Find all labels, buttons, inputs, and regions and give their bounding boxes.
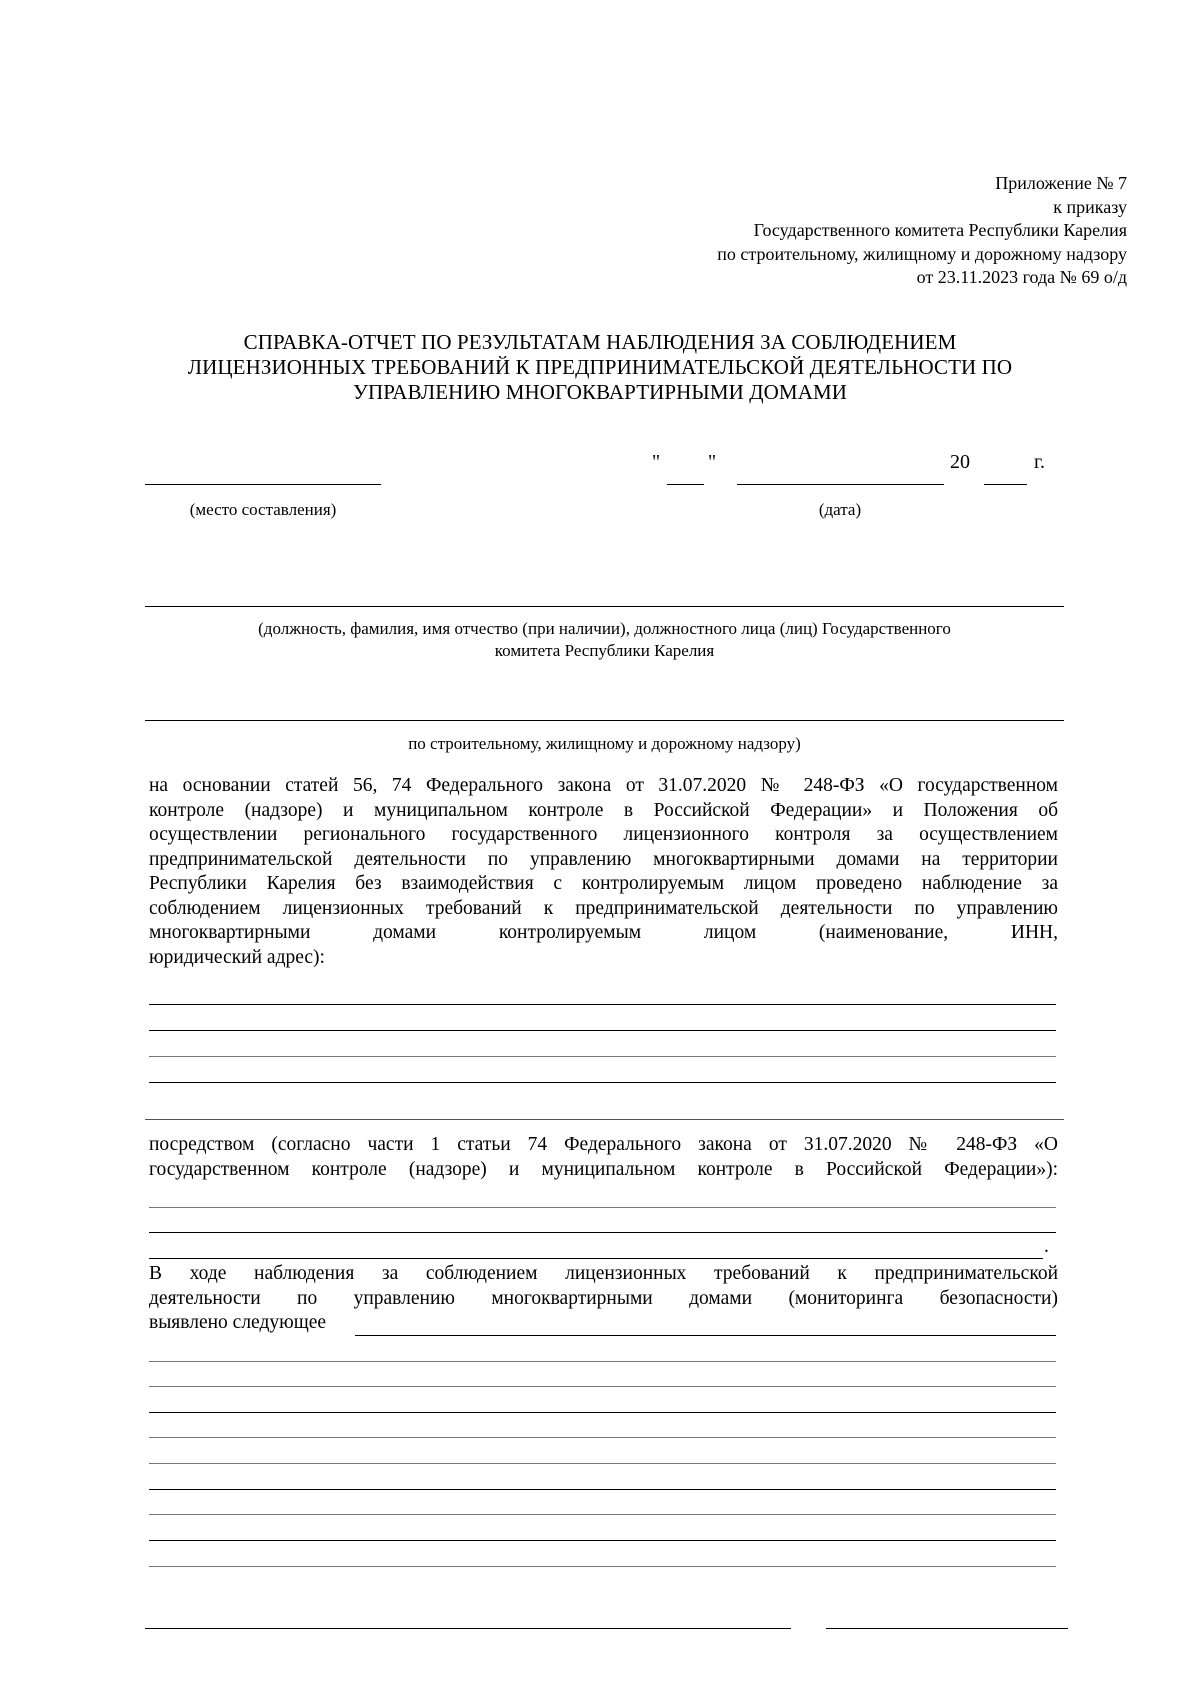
basis-paragraph: [149, 774, 1058, 970]
quote-open: ": [652, 451, 661, 473]
paragraph-line: В ходе наблюдения за соблюдением лицензионных требований к предпринимательской: [149, 1263, 1058, 1284]
paragraph-line: предпринимательской деятельности по управлению многоквартирными домами на территории: [149, 848, 1058, 870]
official-field-line[interactable]: [145, 606, 1064, 607]
means-paragraph: [149, 1133, 1058, 1182]
official-field-line-2[interactable]: [145, 720, 1064, 721]
committee-name: Государственного комитета Республики Карелия: [753, 220, 1127, 240]
findings-line-1[interactable]: [149, 1361, 1056, 1362]
findings-line-6[interactable]: [149, 1489, 1056, 1490]
official-caption-line-3: по строительному, жилищному и дорожному надзору): [408, 734, 801, 753]
controlled-person-line-4[interactable]: [149, 1082, 1056, 1083]
findings-line-7[interactable]: [149, 1514, 1056, 1515]
means-line-3[interactable]: [149, 1258, 1043, 1259]
year-suffix: г.: [1034, 451, 1045, 473]
paragraph-line: деятельности по управлению многоквартирными домами (мониторинга безопасности): [149, 1287, 1058, 1309]
paragraph-line: соблюдением лицензионных требований к предпринимательской деятельности по управлению: [149, 897, 1058, 919]
means-line-1[interactable]: [149, 1207, 1056, 1208]
order-date: от 23.11.2023 года № 69 о/д: [916, 267, 1127, 287]
paragraph-line: многоквартирными домами контролируемым лицом (наименование, ИНН,: [149, 922, 1058, 943]
controlled-person-line-2[interactable]: [149, 1030, 1056, 1031]
findings-line-9[interactable]: [149, 1566, 1056, 1567]
quote-close: ": [708, 451, 717, 473]
day-field-line[interactable]: [667, 484, 704, 485]
controlled-person-line-3[interactable]: [149, 1056, 1056, 1057]
year-field-line[interactable]: [984, 484, 1027, 485]
appendix-header: [717, 172, 1127, 290]
paragraph-line: осуществлении регионального государственного лицензионного контроля за осуществлением: [149, 824, 1058, 845]
findings-line-2[interactable]: [149, 1386, 1056, 1387]
official-caption: [145, 618, 1064, 662]
place-field-line[interactable]: [145, 484, 381, 485]
paragraph-line: контроле (надзоре) и муниципальном контроле в Российской Федерации» и Положения об: [149, 799, 1058, 821]
order-reference: к приказу: [1053, 196, 1127, 217]
title-line-3: УПРАВЛЕНИЮ МНОГОКВАРТИРНЫМИ ДОМАМИ: [352, 380, 848, 404]
place-caption: (место составления): [189, 500, 337, 519]
signatory-position-line[interactable]: [145, 1628, 791, 1629]
document-title: [0, 330, 1200, 405]
means-end-mark: .: [1044, 1236, 1049, 1257]
findings-line-8[interactable]: [149, 1540, 1056, 1541]
year-prefix: 20: [950, 451, 970, 473]
findings-inline-line[interactable]: [355, 1335, 1056, 1336]
controlled-person-line-1[interactable]: [149, 1004, 1056, 1005]
findings-line-3[interactable]: [149, 1412, 1056, 1413]
findings-line-4[interactable]: [149, 1437, 1056, 1438]
official-caption-line-1: (должность, фамилия, имя отчество (при наличии), должностного лица (лиц) Государственного: [258, 619, 951, 638]
controlled-person-line-5[interactable]: [145, 1119, 1064, 1120]
paragraph-line: посредством (согласно части 1 статьи 74 Федерального закона от 31.07.2020 № 248-ФЗ «О: [149, 1134, 1058, 1155]
title-line-2: ЛИЦЕНЗИОННЫХ ТРЕБОВАНИЙ К ПРЕДПРИНИМАТЕЛЬСКОЙ ДЕЯТЕЛЬНОСТИ ПО: [187, 355, 1013, 379]
means-line-2[interactable]: [149, 1232, 1056, 1233]
paragraph-line: выявлено следующее: [149, 1312, 327, 1333]
paragraph-line: государственном контроле (надзоре) и муниципальном контроле в Российской Федерации»):: [149, 1158, 1058, 1180]
paragraph-line: Республики Карелия без взаимодействия с контролируемым лицом проведено наблюдение за: [149, 873, 1058, 894]
appendix-number: Приложение № 7: [995, 173, 1127, 193]
signature-line[interactable]: [826, 1628, 1068, 1629]
title-line-1: СПРАВКА-ОТЧЕТ ПО РЕЗУЛЬТАТАМ НАБЛЮДЕНИЯ ЗА СОБЛЮДЕНИЕМ: [243, 330, 957, 354]
paragraph-line: юридический адрес):: [149, 946, 325, 968]
findings-paragraph: [149, 1262, 1058, 1336]
month-field-line[interactable]: [737, 484, 944, 485]
committee-scope: по строительному, жилищному и дорожному надзору: [717, 243, 1127, 264]
date-caption: (дата): [818, 500, 862, 519]
findings-line-5[interactable]: [149, 1463, 1056, 1464]
official-caption-line-2: комитета Республики Карелия: [494, 641, 715, 660]
paragraph-line: на основании статей 56, 74 Федерального закона от 31.07.2020 № 248-ФЗ «О государственном: [149, 775, 1058, 796]
